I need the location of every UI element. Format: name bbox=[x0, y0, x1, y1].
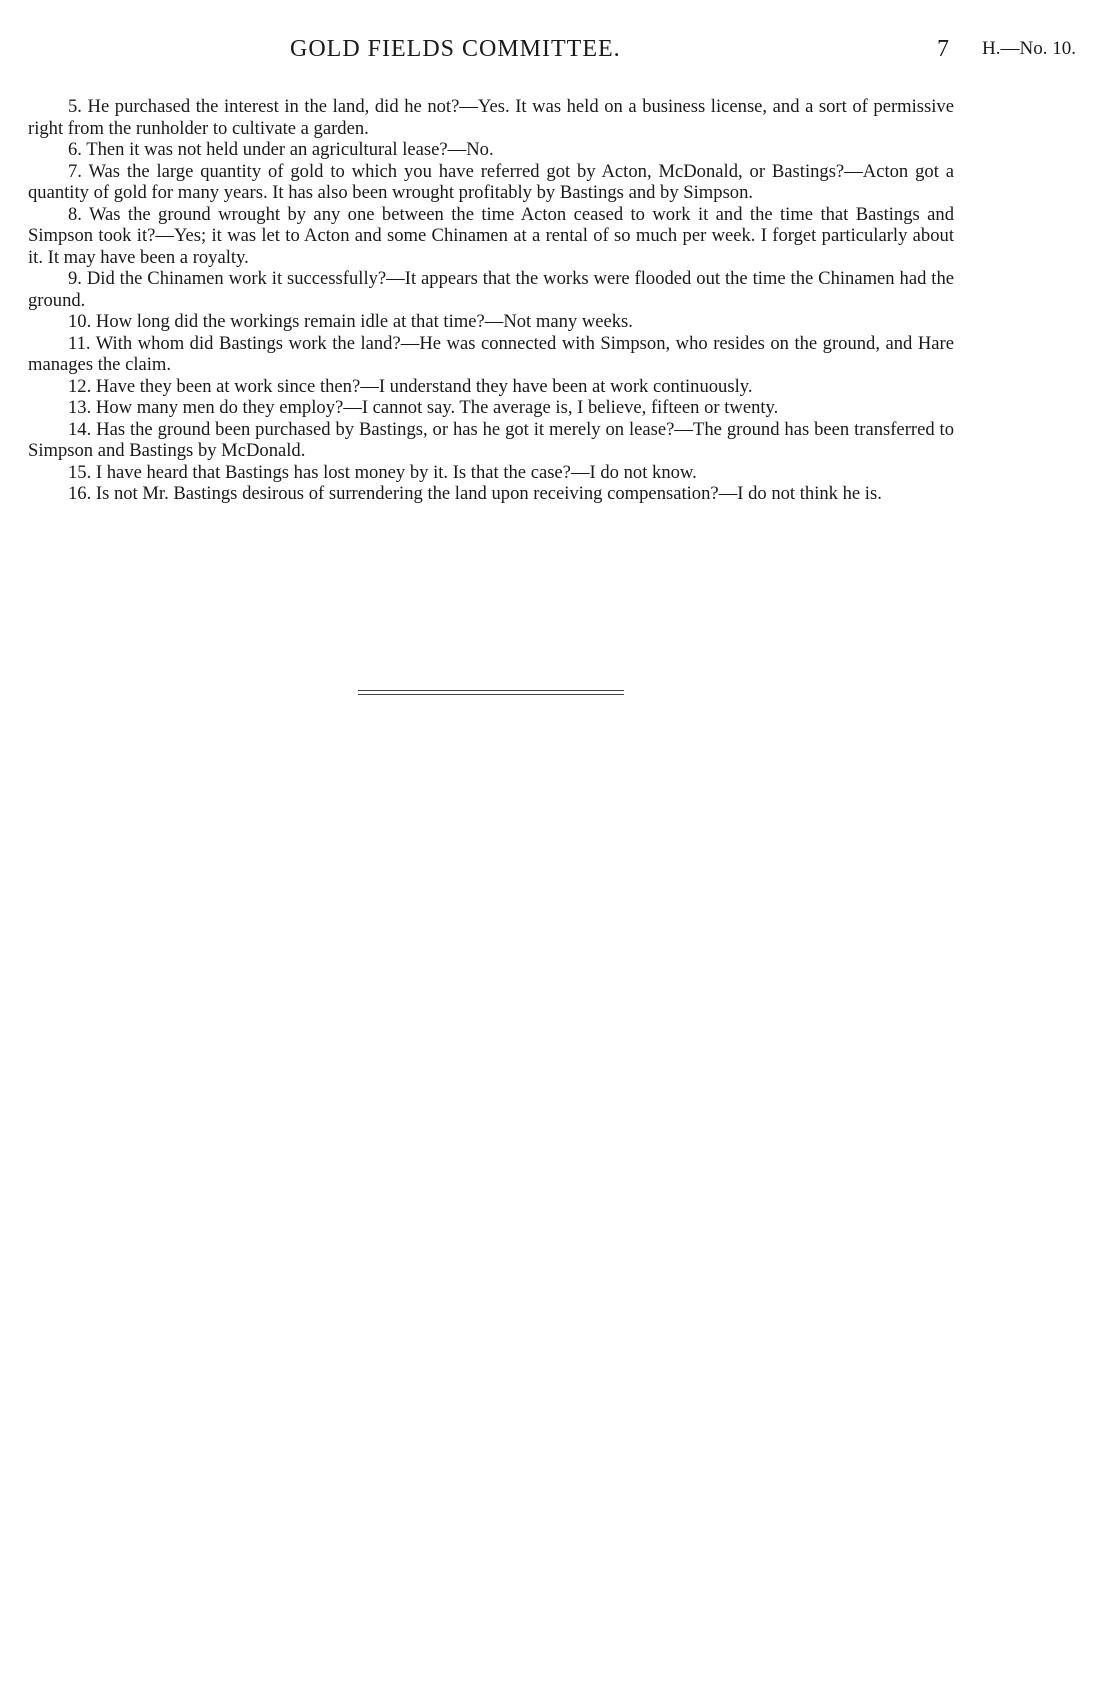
question-paragraph-11: 11. With whom did Bastings work the land?—He was connected with Simpson, who resides on the ground, and Hare manages the claim. bbox=[28, 332, 954, 375]
question-paragraph-7: 7. Was the large quantity of gold to which you have referred got by Acton, McDonald, or Bastings?—Acton got a quantity of gold for many years. It has also been wrought profitably by Bastings and by Simpson. bbox=[28, 160, 954, 203]
question-paragraph-5: 5. He purchased the interest in the land, did he not?—Yes. It was held on a business license, and a sort of permissive right from the runholder to cultivate a garden. bbox=[28, 96, 954, 139]
question-paragraph-10: 10. How long did the workings remain idle at that time?—Not many weeks. bbox=[68, 311, 633, 332]
question-paragraph-16: 16. Is not Mr. Bastings desirous of surrendering the land upon receiving compensation?—I do not think he is. bbox=[68, 483, 882, 504]
question-paragraph-9: 9. Did the Chinamen work it successfully?—It appears that the works were flooded out the time the Chinamen had the ground. bbox=[28, 268, 954, 311]
section-divider bbox=[358, 690, 624, 691]
evidence-text bbox=[28, 96, 954, 505]
question-paragraph-6: 6. Then it was not held under an agricultural lease?—No. bbox=[68, 139, 494, 160]
page-number: 7 bbox=[937, 36, 949, 62]
question-paragraph-13: 13. How many men do they employ?—I cannot say. The average is, I believe, fifteen or twenty. bbox=[68, 397, 779, 418]
section-divider-second-line bbox=[358, 694, 624, 695]
page-title: GOLD FIELDS COMMITTEE. bbox=[290, 36, 621, 62]
question-paragraph-14: 14. Has the ground been purchased by Bastings, or has he got it merely on lease?—The ground has been transferred to Simpson and Bastings by McDonald. bbox=[28, 418, 954, 461]
question-paragraph-12: 12. Have they been at work since then?—I understand they have been at work continuously. bbox=[68, 375, 753, 397]
question-paragraph-15: 15. I have heard that Bastings has lost money by it. Is that the case?—I do not know. bbox=[68, 461, 697, 483]
document-reference: H.—No. 10. bbox=[982, 38, 1076, 59]
question-paragraph-8: 8. Was the ground wrought by any one between the time Acton ceased to work it and the time that Bastings and Simpson took it?—Yes; it was let to Acton and some Chinamen at a rental of so much per week. I forget particularly about it. It may have been a royalty. bbox=[28, 203, 954, 268]
